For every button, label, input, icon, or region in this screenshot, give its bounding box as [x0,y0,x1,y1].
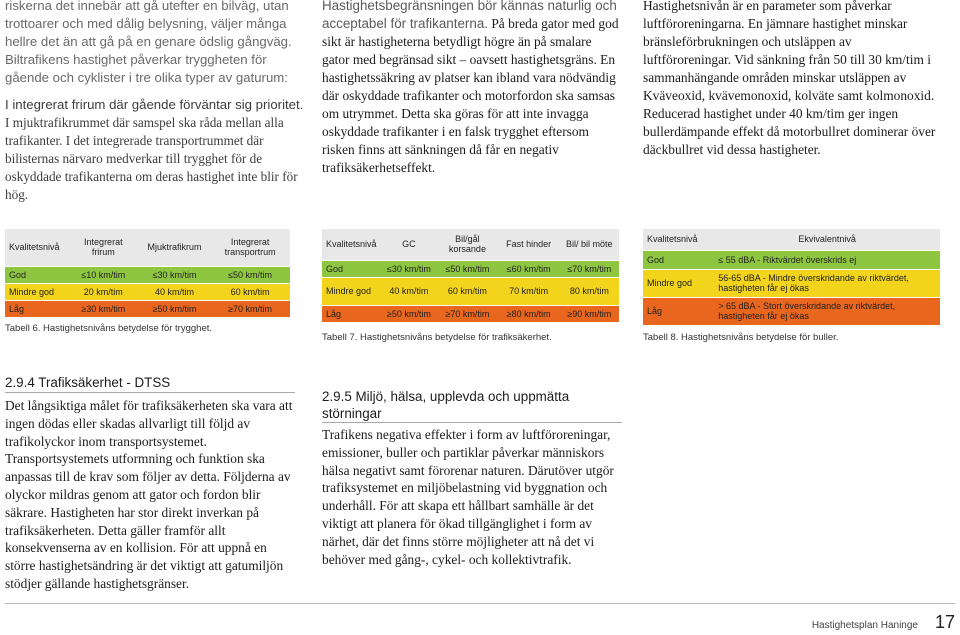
table-row [5,266,290,283]
table-trafiksakerhet [322,229,619,323]
table-caption: Tabell 6. Hastighetsnivåns betydelse för trygghet. [5,323,213,334]
table-header-cell: Integrerat transportrum [210,229,290,266]
table-cell: Mindre god [322,277,381,305]
table-cell: 80 km/tim [560,277,619,305]
table-cell: ≤70 km/tim [560,260,619,277]
table-cell: God [322,260,381,277]
col3-intro-text [643,0,943,159]
table-header-cell: Kvalitetsnivå [322,229,381,260]
table-row [322,260,619,277]
table-cell: 56-65 dBA - Mindre överskridande av riktvärdet, hastigheten får ej ökas [714,269,940,297]
table-cell: ≥30 km/tim [68,300,139,317]
col1-intro-text [5,0,305,204]
table-cell: 70 km/tim [498,277,560,305]
table-cell: 40 km/tim [381,277,438,305]
section-body-trafiksakerhet: Det långsiktiga målet för trafiksäkerheten ska vara att ingen dödas eller skadas allvarligt till följd av trafikolyckor inom transportsystemet. Transportsystemets utformning och funktion ska anpassas till de krav som följer av detta. Följderna av olyckor mildras genom att gator och fordon blir säkrare. Hastigheten har stor direkt inverkan på trafiksäkerheten. Detta gäller framför allt konsekvenserna av en kollision. För att uppnå en större hastighetsändring är det viktigt att gatumiljön stödjer gällande hastighetsgränser. [5,398,293,591]
col2-intro-text [322,0,622,177]
table-row [322,305,619,322]
table-header-cell: Integrerat frirum [68,229,139,266]
table-header-cell: Fast hinder [498,229,560,260]
paragraph-body: På breda gator med god sikt är hastigheterna betydligt högre än på smalare gator med begränsad sikt – oavsett hastighetsgräns. En hastighetssäkring av platser kan ibland vara nödvändig där oskyddade trafikanter och motorfordon ska samsas om utrymmet. Detta ska göras för att inte invagga oskyddade trafikanter i en falsk trygghet eftersom risken finns att sänkningen då får en negativ trafiksäkerhetseffekt. [322,16,619,175]
table-cell: ≤30 km/tim [381,260,438,277]
paragraph-integrerat-frirum: I integrerat frirum där gående förväntar sig prioritet. [5,97,304,112]
table-cell: 40 km/tim [139,283,210,300]
table-row [643,250,940,269]
table-row [643,297,940,325]
table-cell: ≤30 km/tim [139,266,210,283]
table-cell: God [5,266,68,283]
table-header-cell: Kvalitetsnivå [5,229,68,266]
table-header-cell: Bil/ bil möte [560,229,619,260]
table-cell: ≤50 km/tim [210,266,290,283]
table-cell: ≤50 km/tim [437,260,497,277]
table-cell: ≥90 km/tim [560,305,619,322]
table-cell: > 65 dBA - Stort överskridande av riktvärdet, hastigheten får ej ökas [714,297,940,325]
table-header-row [322,229,619,260]
paragraph-hastighetsbegransning [322,0,622,177]
section-heading-trafiksakerhet: 2.9.4 Trafiksäkerhet - DTSS [5,375,171,390]
section-heading-miljo: 2.9.5 Miljö, hälsa, upplevda och uppmätta störningar [322,389,570,421]
paragraph-intro: riskerna det innebär att gå utefter en bilväg, utan trottoarer och med dålig belysning, väljer många hellre det än att gå på en genare ödslig gångväg. Biltrafikens hastighet påverkar tryggheten för gående och cyklister i tre olika typer av gaturum: [5,0,292,85]
table-cell: Låg [643,297,714,325]
table-cell: 60 km/tim [210,283,290,300]
table-header-cell: Ekvivalentnivå [714,229,940,250]
table-header-cell: Bil/gål korsande [437,229,497,260]
table-cell: 60 km/tim [437,277,497,305]
table-row [5,300,290,317]
paragraph-mjuktrafikrum: I mjuktrafikrummet där samspel ska råda mellan alla trafikanter. I det integrerade transportrummet där bilisternas närvaro medverkar till trygghet för de oskyddade trafikanterna om deras hastighet inte blir för hög. [5,115,298,202]
table-cell: ≥70 km/tim [437,305,497,322]
table-cell: ≤ 55 dBA - Riktvärdet överskrids ej [714,250,940,269]
table-cell: ≥80 km/tim [498,305,560,322]
table-row [322,277,619,305]
page-number: 17 [934,612,955,632]
footer-divider [5,603,955,604]
table-header-cell: GC [381,229,438,260]
footer-document-title: Hastighetsplan Haninge [811,620,918,631]
table-cell: ≥70 km/tim [210,300,290,317]
table-trygghet [5,229,290,318]
table-caption: Tabell 8. Hastighetsnivåns betydelse för buller. [643,332,839,343]
table-header-cell: Mjuktrafikrum [139,229,210,266]
paragraph-luftfororeningar: Hastighetsnivån är en parameter som påverkar luftföroreningarna. En jämnare hastighet minskar bränsleförbrukningen och utsläppen av luftföroreningar. Vid sänkning från 50 till 30 km/tim i sammanhängande områden minskar utsläppen av Kväveoxid, kvävemonoxid, kolväte samt kolmonoxid. Reducerad hastighet under 40 km/tim ger ingen bullerdämpande effekt då motorbullret dominerar över däckbullret vid dessa hastigheter. [643,0,936,157]
table-header-row [643,229,940,250]
section-divider [322,422,622,423]
table-caption: Tabell 7. Hastighetsnivåns betydelse för trafiksäkerhet. [322,332,552,343]
section-divider [5,392,295,393]
table-row [5,283,290,300]
table-cell: Mindre god [5,283,68,300]
table-cell: ≤10 km/tim [68,266,139,283]
table-cell: Låg [5,300,68,317]
table-cell: ≤60 km/tim [498,260,560,277]
paragraph-lead: Hastighetsbegränsningen bör kännas naturlig och acceptabel för trafikanterna. [322,0,617,31]
table-cell: ≥50 km/tim [381,305,438,322]
table-buller [643,229,940,326]
table-cell: God [643,250,714,269]
table-header-row [5,229,290,266]
section-body-miljo: Trafikens negativa effekter i form av luftföroreningar, emissioner, buller och partiklar påverkar människors hälsa negativt samt förorenar naturen. Därutöver utgör trafiksystemet en miljöbelastning vid byggnation och underhåll. För att skapa ett hållbart samhälle är det viktigt att planera för ökad tillgänglighet i form av närhet, där det finns större möjligheter att nå det vi behöver med gång-, cykel- och kollektivtrafik. [322,427,614,567]
table-cell: Låg [322,305,381,322]
table-row [643,269,940,297]
table-header-cell: Kvalitetsnivå [643,229,714,250]
table-cell: 20 km/tim [68,283,139,300]
table-cell: Mindre god [643,269,714,297]
table-cell: ≥50 km/tim [139,300,210,317]
